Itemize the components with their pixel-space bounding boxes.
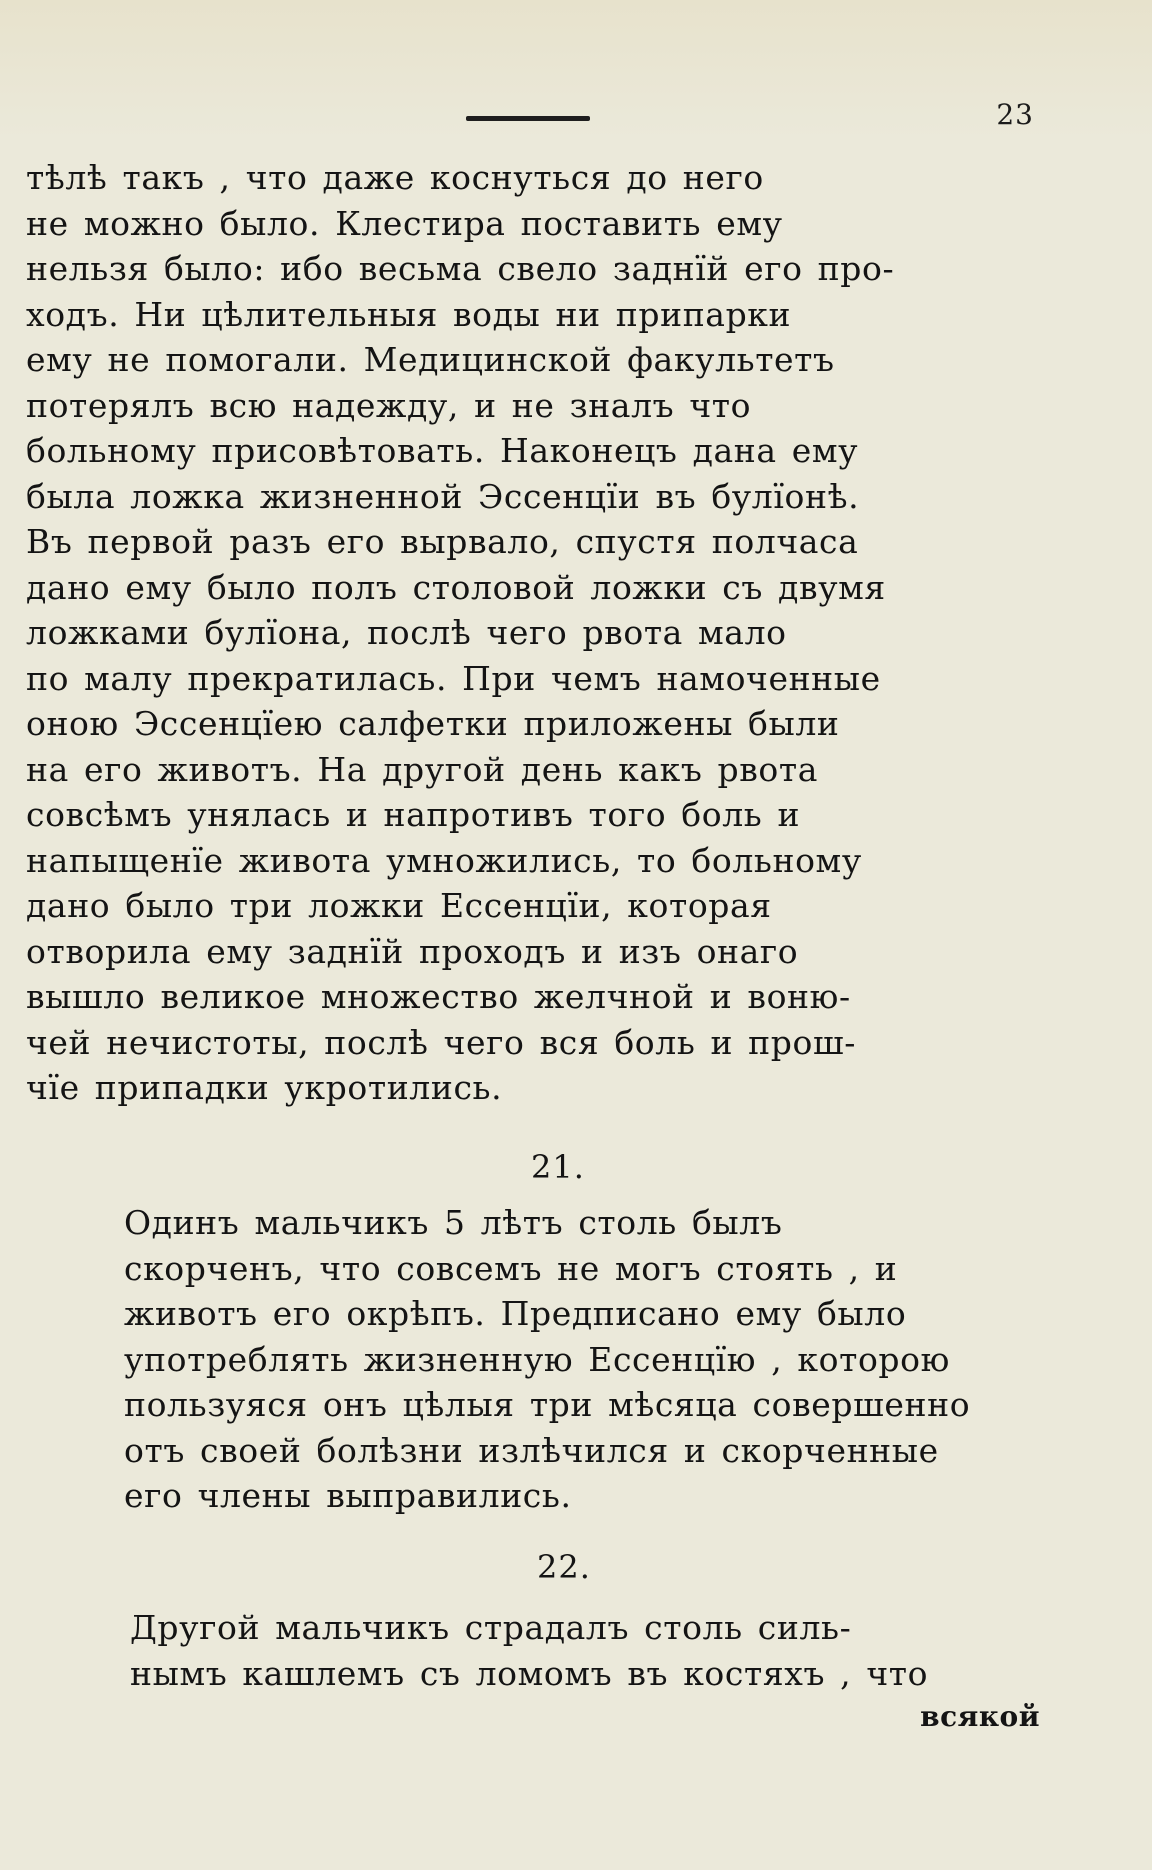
paragraph-continued — [26, 155, 1036, 1111]
text-line: употреблять жизненную Ессенцїю , которою — [124, 1339, 950, 1379]
text-line: ложками булїона, послѣ чего рвота мало — [26, 613, 787, 652]
text-line: напыщенїе живота умножились, то больному — [26, 840, 862, 880]
text-line: Одинъ мальчикъ 5 лѣтъ столь былъ — [124, 1203, 783, 1242]
text-line: его члены выправились. — [124, 1476, 572, 1515]
text-line: чей нечистоты, послѣ чего вся боль и прош- — [26, 1022, 856, 1062]
text-line: скорченъ, что совсемъ не могъ стоять , и — [124, 1248, 898, 1288]
text-line: по малу прекратилась. При чемъ намоченные — [26, 658, 881, 698]
text-line: отворила ему заднїй проходъ и изъ онаго — [26, 931, 799, 971]
catchword: всякой — [920, 1700, 1040, 1733]
section-number-22: 22. — [537, 1548, 591, 1586]
text-line: нымъ кашлемъ съ ломомъ въ костяхъ , что — [130, 1653, 929, 1693]
text-line: Въ первой разъ его вырвало, спустя полчаса — [26, 522, 859, 561]
section-22-paragraph — [26, 1605, 1036, 1696]
text-line: дано было три ложки Ессенцїи, которая — [26, 886, 772, 925]
header-rule — [466, 116, 590, 121]
text-line: Другой мальчикъ страдалъ столь силь- — [130, 1608, 852, 1647]
text-line: животъ его окрѣпъ. Предписано ему было — [124, 1294, 907, 1333]
section-number-21: 21. — [531, 1148, 585, 1186]
text-line: оною Эссенцїею салфетки приложены были — [26, 704, 840, 743]
text-line: совсѣмъ унялась и напротивъ того боль и — [26, 795, 801, 834]
text-line: вышло великое множество желчной и воню- — [26, 977, 851, 1016]
text-line: не можно было. Клестира поставить ему — [26, 203, 783, 243]
page-number: 23 — [996, 98, 1034, 131]
text-line: больному присовѣтовать. Наконецъ дана ему — [26, 431, 859, 470]
text-line: чїе припадки укротились. — [26, 1068, 503, 1107]
text-line: потерялъ всю надежду, и не зналъ что — [26, 385, 752, 425]
text-line: тѣлѣ такъ , что даже коснуться до него — [26, 158, 764, 197]
text-line: отъ своей болѣзни излѣчился и скорченные — [124, 1430, 939, 1470]
text-line: нельзя было: ибо весьма свело заднїй его про- — [26, 249, 895, 288]
text-line: пользуяся онъ цѣлыя три мѣсяца совершенно — [124, 1385, 971, 1424]
text-line: на его животъ. На другой день какъ рвота — [26, 749, 819, 789]
text-line: ему не помогали. Медицинской факультетъ — [26, 340, 835, 379]
section-21-paragraph — [26, 1200, 1036, 1519]
text-line: ходъ. Ни цѣлительныя воды ни припарки — [26, 294, 792, 334]
text-line: дано ему было полъ столовой ложки съ двумя — [26, 567, 886, 607]
text-line: была ложка жизненной Эссенцїи въ булїонѣ. — [26, 476, 860, 516]
